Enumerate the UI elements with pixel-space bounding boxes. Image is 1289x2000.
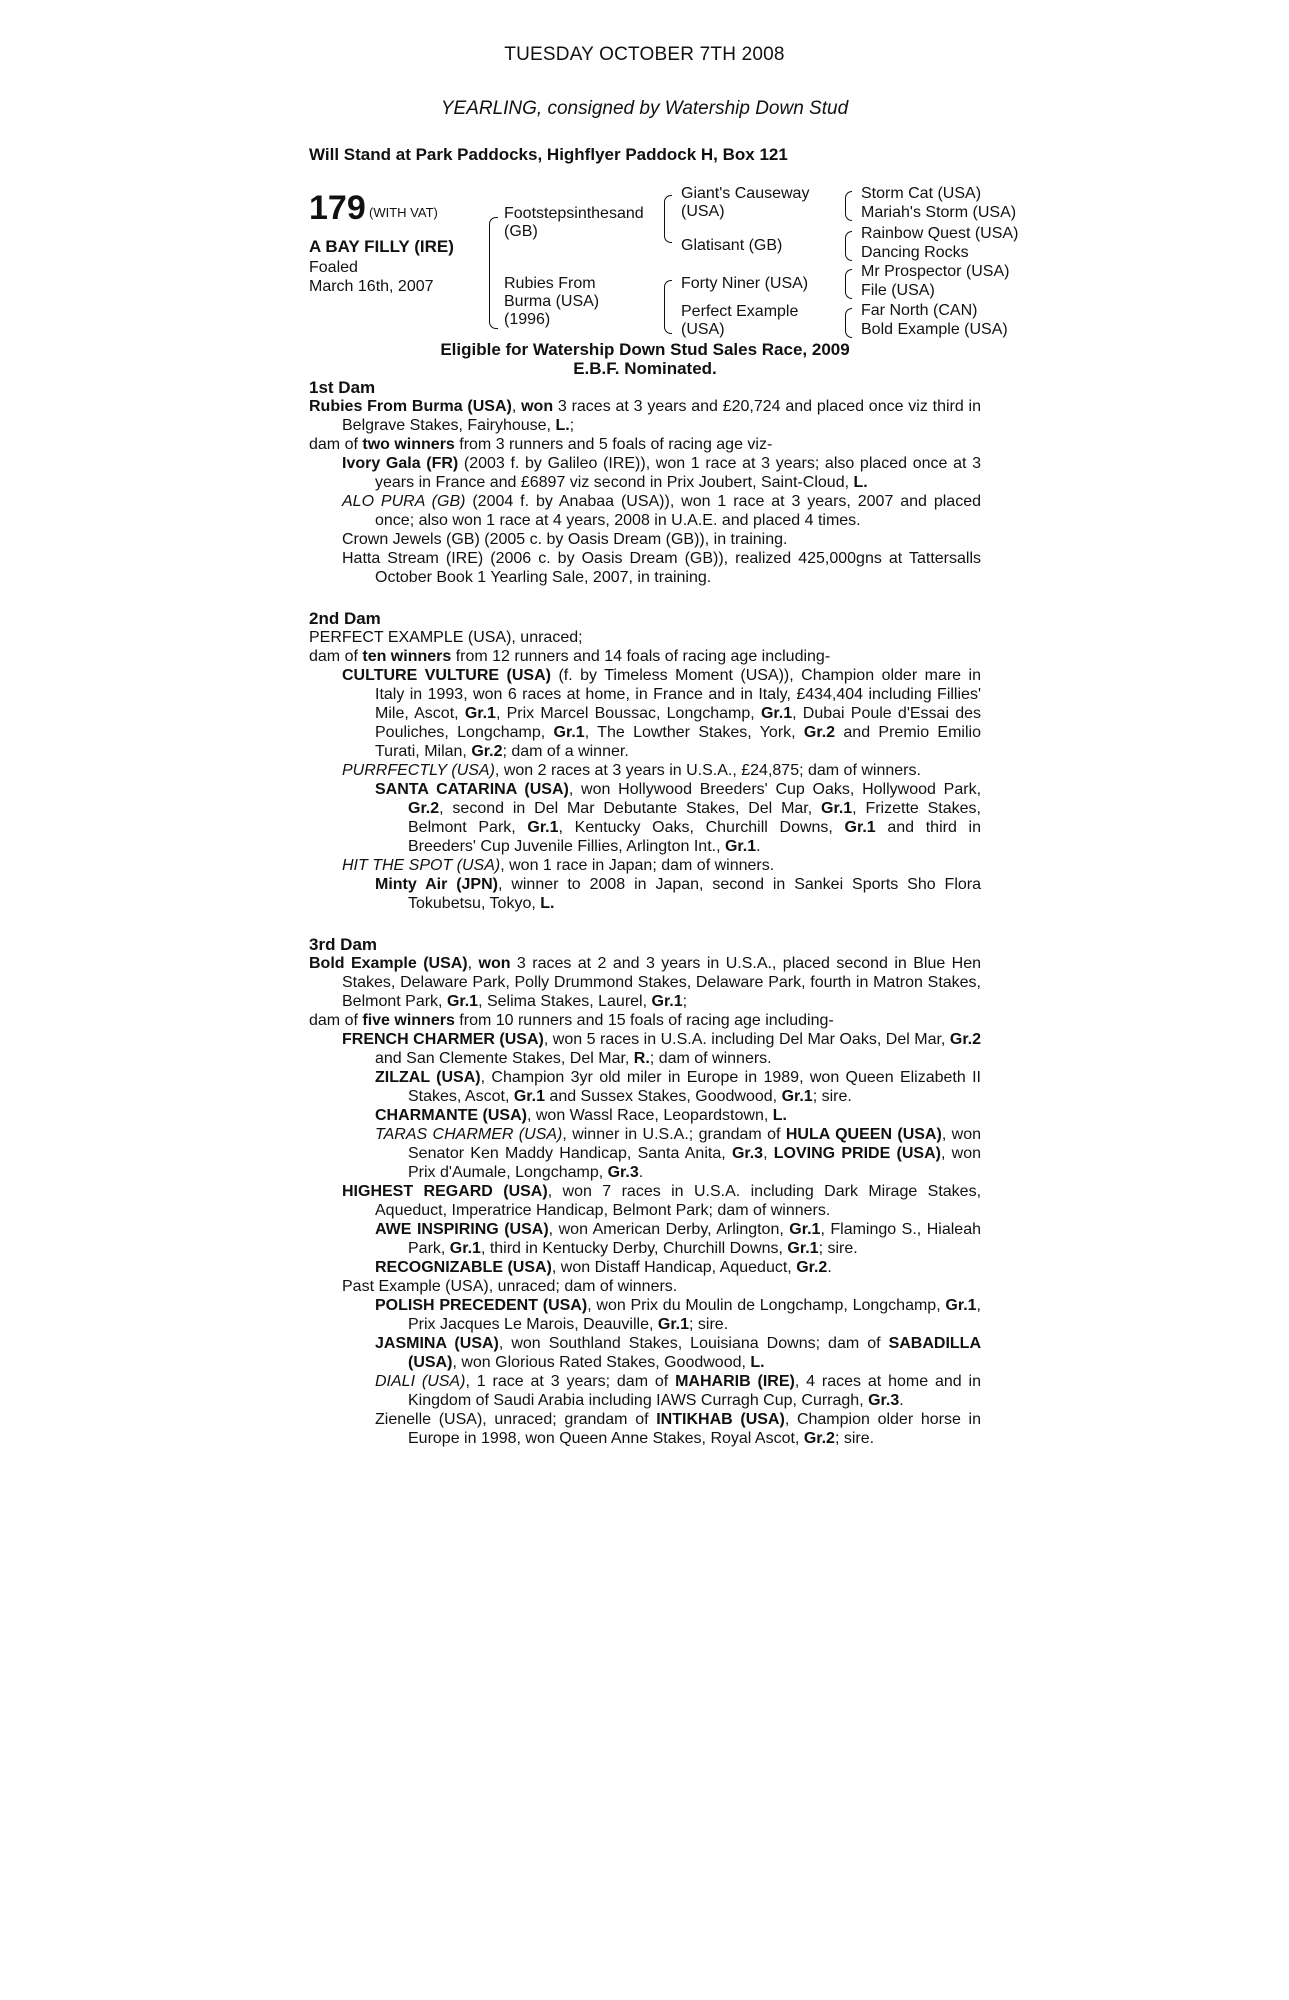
entry-text: Gr.2 — [949, 1031, 982, 1048]
entry-text: Gr.3 — [868, 1392, 900, 1409]
entry-text: Gr.1 — [449, 1240, 481, 1257]
pedigree-entry — [309, 780, 981, 856]
entry-text: ; dam of winners. — [649, 1050, 772, 1067]
entry-text: L. — [750, 1354, 765, 1371]
entry-text: two winners — [362, 436, 455, 453]
pedigree-entry — [309, 1068, 981, 1106]
entry-text: , won Senator Ken Maddy Handicap, Santa Anita, — [408, 1126, 982, 1162]
pedigree-entry — [309, 530, 981, 549]
entry-text: ZILZAL (USA) — [375, 1069, 481, 1086]
dd-dam: Bold Example (USA) — [861, 321, 1008, 338]
entry-text: , Selima Stakes, Laurel, — [478, 993, 652, 1010]
entry-text: , won 2 races at 3 years in U.S.A., £24,875; dam of winners. — [494, 762, 921, 779]
pedigree-entry — [309, 1372, 981, 1410]
pedigree-notes — [309, 340, 981, 1448]
section-gap — [309, 913, 981, 935]
entry-text: , Prix Jacques Le Marois, Deauville, — [408, 1297, 981, 1333]
pedigree-entry — [309, 628, 981, 647]
pedigree-entry — [309, 875, 981, 913]
entry-text: CULTURE VULTURE (USA) — [342, 667, 551, 684]
entry-text: Gr.1 — [513, 1088, 545, 1105]
entry-text: , Dubai Poule d'Essai des Pouliches, Longchamp, — [375, 705, 982, 741]
entry-text: and Premio Emilio Turati, Milan, — [375, 724, 981, 760]
entry-text: Gr.1 — [651, 993, 683, 1010]
entry-text: and Sussex Stakes, Goodwood, — [544, 1088, 782, 1105]
entry-text: , won 5 races in U.S.A. including Del Mar Oaks, Del Mar, — [543, 1031, 950, 1048]
entry-text: won — [521, 398, 554, 415]
entry-text: Ivory Gala (FR) — [342, 455, 459, 472]
entry-text: from 10 runners and 15 foals of racing age including- — [454, 1012, 834, 1029]
pedigree-entry — [309, 1410, 981, 1448]
entry-text: L. — [555, 417, 570, 434]
entry-text: , Prix Marcel Boussac, Longchamp, — [495, 705, 761, 722]
pedigree-entry — [309, 1277, 981, 1296]
entry-text: Gr.1 — [553, 724, 585, 741]
sd-dam: Dancing Rocks — [861, 244, 969, 261]
entry-text: Gr.1 — [464, 705, 496, 722]
entry-text: Gr.1 — [787, 1240, 819, 1257]
entry-text: ALO PURA (GB) — [342, 493, 466, 510]
entry-text: five winners — [362, 1012, 455, 1029]
entry-text: ; — [682, 993, 688, 1010]
pedigree-entry — [309, 666, 981, 761]
entry-text: Gr.1 — [789, 1221, 821, 1238]
section-heading: 1st Dam — [309, 378, 376, 397]
entry-text: , won Prix du Moulin de Longchamp, Longchamp, — [587, 1297, 946, 1314]
pedigree-entry — [309, 954, 981, 1011]
entry-text: PERFECT EXAMPLE (USA), unraced; — [309, 629, 583, 646]
ds-dam: File (USA) — [861, 282, 935, 299]
section-heading: 2nd Dam — [309, 609, 381, 628]
pedigree-entry — [309, 1106, 981, 1125]
entry-text: Past Example (USA), unraced; dam of winners. — [342, 1278, 678, 1295]
entry-text: AWE INSPIRING (USA) — [375, 1221, 549, 1238]
entry-text: won — [478, 955, 511, 972]
entry-text: Hatta Stream (IRE) (2006 c. by Oasis Dream (GB)), realized 425,000gns at Tattersalls October Book 1 Yearling Sale, 2007, in training. — [342, 550, 981, 586]
entry-text: RECOGNIZABLE (USA) — [375, 1259, 552, 1276]
brace-gen2-dam — [664, 280, 672, 334]
section-gap — [309, 587, 981, 609]
entry-text: and San Clemente Stakes, Del Mar, — [375, 1050, 634, 1067]
entry-text: POLISH PRECEDENT (USA) — [375, 1297, 588, 1314]
pedigree-entry — [309, 454, 981, 492]
entry-text: Crown Jewels (GB) (2005 c. by Oasis Dream (GB)), in training. — [342, 531, 788, 548]
pedigree-entry — [309, 1030, 981, 1068]
stable-location: Will Stand at Park Paddocks, Highflyer Paddock H, Box 121 — [309, 145, 788, 164]
entry-text: dam of — [309, 436, 363, 453]
entry-text: , won Prix d'Aumale, Longchamp, — [408, 1145, 982, 1181]
section-heading: 3rd Dam — [309, 935, 378, 954]
pedigree-entry — [309, 761, 981, 780]
foaled-label: Foaled — [309, 259, 358, 276]
entry-text: , 1 race at 3 years; dam of — [465, 1373, 676, 1390]
entry-text: , won Wassl Race, Leopardstown, — [526, 1107, 773, 1124]
entry-text: . — [638, 1164, 644, 1181]
dam-dam: Perfect Example (USA) — [681, 303, 799, 338]
brace-gen2-sire — [664, 195, 672, 243]
pedigree-entry — [309, 1334, 981, 1372]
pedigree-entry — [309, 1125, 981, 1182]
entry-text: ; sire. — [818, 1240, 858, 1257]
foaled-info — [309, 258, 469, 296]
entry-text: (2004 f. by Anabaa (USA)), won 1 race at 3 years, 2007 and placed once; also won 1 race at 4 years, 2008 in U.A.E. and placed 4 times. — [375, 493, 981, 529]
eligibility-2: E.B.F. Nominated. — [573, 359, 717, 378]
brace-gen3-2 — [845, 231, 852, 261]
entry-text: , winner in U.S.A.; grandam of — [562, 1126, 786, 1143]
entry-text: Gr.3 — [607, 1164, 639, 1181]
entry-text: (2003 f. by Galileo (IRE)), won 1 race at 3 years; also placed once at 3 years in France and £6897 viz second in Prix Joubert, Saint-Cloud, — [375, 455, 981, 491]
entry-text: ten winners — [362, 648, 452, 665]
entry-text: L. — [772, 1107, 787, 1124]
entry-text: Zienelle (USA), unraced; grandam of — [375, 1411, 657, 1428]
dam-sire: Forty Niner (USA) — [681, 275, 809, 292]
entry-text: Gr.1 — [945, 1297, 977, 1314]
entry-text: DIALI (USA) — [375, 1373, 466, 1390]
sire: Footstepsinthesand (GB) — [504, 205, 644, 240]
entry-text: Gr.1 — [446, 993, 479, 1010]
entry-text: Gr.2 — [471, 743, 503, 760]
entry-text: , — [467, 955, 479, 972]
entry-text: , 4 races at home and in Kingdom of Saudi Arabia including IAWS Curragh Cup, Curragh, — [408, 1373, 982, 1409]
entry-text: Gr.1 — [527, 819, 559, 836]
entry-text: . — [899, 1392, 904, 1409]
entry-text: and third in Breeders' Cup Juvenile Fillies, Arlington Int., — [408, 819, 981, 855]
entry-text: R. — [633, 1050, 650, 1067]
pedigree-entry — [309, 1182, 981, 1220]
entry-text: , winner to 2008 in Japan, second in Sankei Sports Sho Flora Tokubetsu, Tokyo, — [408, 876, 981, 912]
entry-text: dam of — [309, 648, 363, 665]
dd-sire: Far North (CAN) — [861, 302, 978, 319]
sd-sire: Rainbow Quest (USA) — [861, 225, 1019, 242]
entry-text: Gr.2 — [408, 800, 440, 817]
entry-text: FRENCH CHARMER (USA) — [342, 1031, 544, 1048]
entry-text: Gr.2 — [803, 724, 836, 741]
entry-text: , Kentucky Oaks, Churchill Downs, — [558, 819, 845, 836]
entry-text: Gr.2 — [796, 1259, 828, 1276]
dam-sections — [309, 378, 981, 1448]
entry-text: from 12 runners and 14 foals of racing age including- — [451, 648, 831, 665]
entry-text: CHARMANTE (USA) — [375, 1107, 527, 1124]
pedigree-entry — [309, 1258, 981, 1277]
pedigree-entry — [309, 1296, 981, 1334]
lot-number: 179 — [309, 189, 366, 227]
entry-text: ; sire. — [812, 1088, 852, 1105]
entry-text: from 3 runners and 5 foals of racing age viz- — [454, 436, 773, 453]
entry-text: , won Southland Stakes, Louisiana Downs; dam of — [498, 1335, 889, 1352]
entry-text: HIT THE SPOT (USA) — [342, 857, 501, 874]
entry-text: , third in Kentucky Derby, Churchill Downs, — [480, 1240, 788, 1257]
entry-text: Gr.1 — [781, 1088, 813, 1105]
entry-text: , won Hollywood Breeders' Cup Oaks, Hollywood Park, — [568, 781, 982, 798]
entry-text: SABADILLA (USA) — [408, 1335, 981, 1371]
entry-text: ; — [569, 417, 575, 434]
entry-text: , — [511, 398, 522, 415]
sale-date: TUESDAY OCTOBER 7TH 2008 — [504, 44, 785, 65]
entry-text: Bold Example (USA) — [309, 955, 468, 972]
entry-text: ; sire. — [834, 1430, 875, 1447]
entry-text: , won Distaff Handicap, Aqueduct, — [551, 1259, 797, 1276]
foaled-date: March 16th, 2007 — [309, 278, 434, 295]
eligibility-1: Eligible for Watership Down Stud Sales Race, 2009 — [440, 340, 850, 359]
entry-text: Gr.1 — [657, 1316, 690, 1333]
sire-dam: Glatisant (GB) — [681, 237, 783, 254]
dam: Rubies From Burma (USA) (1996) — [504, 275, 600, 328]
lot-name: A BAY FILLY (IRE) — [309, 237, 454, 256]
brace-gen3-3 — [845, 269, 852, 299]
entry-text: , The Lowther Stakes, York, — [584, 724, 804, 741]
entry-text: . — [756, 838, 761, 855]
pedigree-entry — [309, 1220, 981, 1258]
entry-text: , won Glorious Rated Stakes, Goodwood, — [452, 1354, 751, 1371]
entry-text: . — [827, 1259, 832, 1276]
entry-text: L. — [540, 895, 555, 912]
entry-text: ; dam of a winner. — [502, 743, 629, 760]
entry-text: , won American Derby, Arlington, — [548, 1221, 790, 1238]
entry-text: Rubies From Burma (USA) — [309, 398, 512, 415]
entry-text: 3 races at 3 years and £20,724 and placed once viz third in Belgrave Stakes, Fairyhouse, — [342, 398, 982, 434]
consignment-line: YEARLING, consigned by Watership Down Stud — [440, 98, 849, 119]
entry-text: , — [763, 1145, 774, 1162]
entry-text: ; sire. — [689, 1316, 729, 1333]
entry-text: Gr.1 — [760, 705, 793, 722]
pedigree-table — [309, 185, 1029, 345]
pedigree-entry — [309, 856, 981, 875]
entry-text: , Frizette Stakes, Belmont Park, — [408, 800, 981, 836]
entry-text: SANTA CATARINA (USA) — [375, 781, 569, 798]
entry-text: (f. by Timeless Moment (USA)), Champion older mare in Italy in 1993, won 6 races at home, in France and in Italy, £434,404 including Fillies' Mile, Ascot, — [375, 667, 981, 722]
entry-text: dam of — [309, 1012, 363, 1029]
entry-text: , Flamingo S., Hialeah Park, — [408, 1221, 981, 1257]
entry-text: JASMINA (USA) — [375, 1335, 499, 1352]
entry-text: Gr.1 — [844, 819, 876, 836]
pedigree-entry — [309, 435, 981, 454]
entry-text: , Champion 3yr old miler in Europe in 1989, won Queen Elizabeth II Stakes, Ascot, — [408, 1069, 981, 1105]
entry-text: Minty Air (JPN) — [375, 876, 498, 893]
entry-text: HULA QUEEN (USA) — [785, 1126, 942, 1143]
sire-sire: Giant's Causeway (USA) — [681, 185, 810, 220]
brace-gen3-1 — [845, 191, 852, 221]
entry-text: Gr.3 — [731, 1145, 764, 1162]
entry-text: INTIKHAB (USA) — [656, 1411, 785, 1428]
entry-text: , won 1 race in Japan; dam of winners. — [500, 857, 775, 874]
pedigree-entry — [309, 397, 981, 435]
entry-text: 3 races at 2 and 3 years in U.S.A., placed second in Blue Hen Stakes, Delaware Park, Polly Drummond Stakes, Delaware Park, fourth in Matron Stakes, Belmont Park, — [342, 955, 982, 1010]
entry-text: MAHARIB (IRE) — [675, 1373, 795, 1390]
entry-text: , won 7 races in U.S.A. including Dark Mirage Stakes, Aqueduct, Imperatrice Handicap, Belmont Park; dam of winners. — [375, 1183, 982, 1219]
pedigree-entry — [309, 647, 981, 666]
entry-text: Gr.2 — [803, 1430, 835, 1447]
entry-text: , second in Del Mar Debutante Stakes, Del Mar, — [439, 800, 822, 817]
entry-text: , Champion older horse in Europe in 1998, won Queen Anne Stakes, Royal Ascot, — [408, 1411, 981, 1447]
vat-note: (WITH VAT) — [369, 205, 438, 220]
entry-text: LOVING PRIDE (USA) — [773, 1145, 941, 1162]
ss-dam: Mariah's Storm (USA) — [861, 204, 1017, 221]
ss-sire: Storm Cat (USA) — [861, 185, 982, 202]
brace-gen1 — [489, 217, 498, 329]
entry-text: Gr.1 — [821, 800, 853, 817]
ds-sire: Mr Prospector (USA) — [861, 263, 1010, 280]
entry-text: HIGHEST REGARD (USA) — [342, 1183, 548, 1200]
pedigree-entry — [309, 549, 981, 587]
pedigree-entry — [309, 492, 981, 530]
pedigree-entry — [309, 1011, 981, 1030]
entry-text: TARAS CHARMER (USA) — [375, 1126, 563, 1143]
entry-text: PURRFECTLY (USA) — [342, 762, 495, 779]
brace-gen3-4 — [845, 308, 852, 338]
entry-text: L. — [853, 474, 868, 491]
entry-text: Gr.1 — [724, 838, 757, 855]
